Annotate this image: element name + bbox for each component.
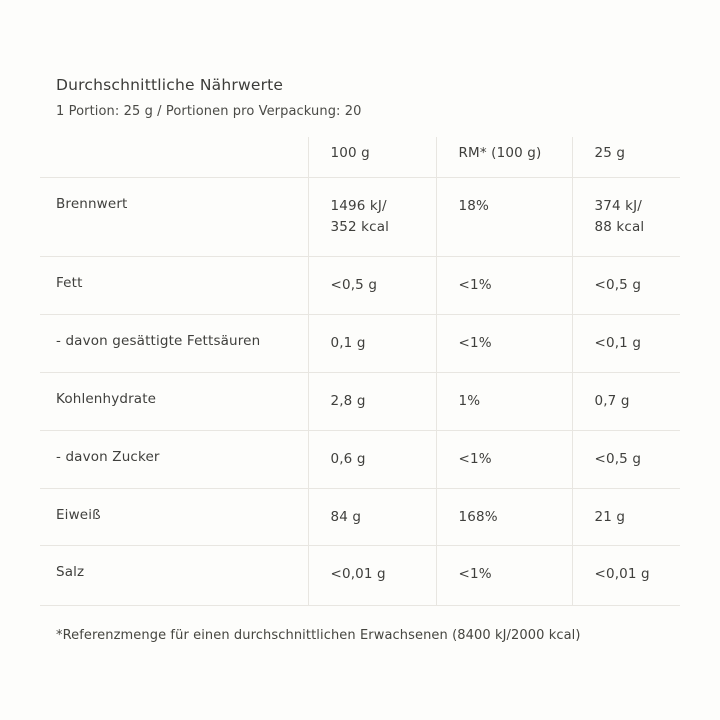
value-line: 1496 kJ/ — [330, 198, 387, 214]
table-row — [40, 546, 680, 606]
value-line: <0,01 g — [594, 566, 650, 583]
column-header-nutrient — [40, 137, 308, 178]
value-25g — [572, 430, 680, 488]
value-line: 2,8 g — [330, 392, 366, 409]
value-25g — [572, 314, 680, 372]
value-25g — [572, 178, 680, 257]
value-line: 18% — [458, 198, 489, 214]
nutrient-label: - davon Zucker — [56, 448, 160, 465]
value-100g — [308, 546, 436, 606]
nutrient-label: Eiweiß — [56, 506, 101, 523]
table-row — [40, 372, 680, 430]
value-line: 168% — [458, 508, 498, 525]
page-title: Durchschnittliche Nährwerte — [56, 76, 284, 94]
value-line: 84 g — [330, 508, 362, 525]
column-header-100g: 100 g — [308, 137, 436, 178]
value-line: <0,5 g — [330, 276, 378, 293]
nutrient-label: Fett — [56, 274, 83, 291]
value-line: <0,5 g — [594, 276, 642, 293]
value-line: 21 g — [594, 508, 626, 525]
value-100g — [308, 314, 436, 372]
serving-info: 1 Portion: 25 g / Portionen pro Verpackung: 20 — [56, 104, 362, 119]
value-rm — [436, 256, 572, 314]
table-body — [40, 178, 680, 606]
value-25g — [572, 546, 680, 606]
value-line: <0,01 g — [330, 566, 386, 583]
table-row — [40, 256, 680, 314]
value-100g — [308, 256, 436, 314]
nutrient-label: Salz — [56, 564, 85, 581]
value-line: 1% — [458, 392, 481, 409]
column-header-25g: 25 g — [572, 137, 680, 178]
table-row — [40, 178, 680, 257]
nutrition-table — [40, 137, 680, 606]
table-row — [40, 314, 680, 372]
table-row — [40, 488, 680, 546]
value-line: <0,1 g — [594, 334, 642, 351]
value-line: <1% — [458, 276, 492, 293]
value-100g — [308, 178, 436, 257]
value-25g — [572, 488, 680, 546]
value-100g — [308, 430, 436, 488]
value-100g — [308, 372, 436, 430]
value-rm — [436, 546, 572, 606]
value-rm — [436, 314, 572, 372]
value-line: <1% — [458, 450, 492, 467]
value-rm — [436, 178, 572, 257]
nutrient-label: - davon gesättigte Fettsäuren — [56, 332, 261, 349]
nutrient-label: Kohlenhydrate — [56, 390, 157, 407]
column-header-rm: RM* (100 g) — [436, 137, 572, 178]
value-line: 88 kcal — [594, 218, 645, 235]
value-100g — [308, 488, 436, 546]
footnote: *Referenzmenge für einen durchschnittlichen Erwachsenen (8400 kJ/2000 kcal) — [56, 628, 581, 644]
value-rm — [436, 430, 572, 488]
value-rm — [436, 488, 572, 546]
value-line: <1% — [458, 334, 492, 351]
value-25g — [572, 372, 680, 430]
value-line: 0,1 g — [330, 334, 366, 351]
value-line: <1% — [458, 566, 492, 583]
value-line: 352 kcal — [330, 218, 390, 235]
value-line: <0,5 g — [594, 450, 642, 467]
table-header-row — [40, 137, 680, 178]
table-header — [40, 137, 680, 178]
value-25g — [572, 256, 680, 314]
value-line: 0,7 g — [594, 392, 630, 409]
value-line: 374 kJ/ — [594, 198, 642, 214]
nutrient-label: Brennwert — [56, 196, 128, 212]
value-rm — [436, 372, 572, 430]
table-row — [40, 430, 680, 488]
value-line: 0,6 g — [330, 450, 366, 467]
